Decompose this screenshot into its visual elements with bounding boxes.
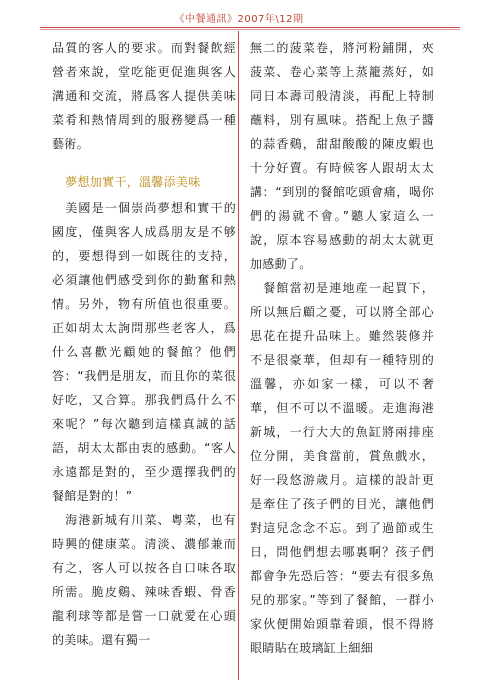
left-paragraph-3: 海港新城有川菜、粵菜，也有時興的健康菜。清淡、濃郁兼而有之，客人可以按各自口味各取所需。脆皮鷄、辣味香蝦、骨香龍利球等都是嘗一口就愛在心頭的美味。還有獨一 bbox=[52, 513, 236, 647]
column-divider bbox=[238, 31, 239, 680]
header-rule bbox=[40, 27, 460, 28]
left-paragraph-1: 品質的客人的要求。而對餐飲經營者來說，堂吃能更促進與客人溝通和交流，將爲客人提供美味菜肴和熱情周到的服務變爲一種藝術。 bbox=[52, 41, 236, 151]
right-paragraph-1: 無二的菠菜卷，將河粉鋪開，夾菠菜、卷心菜等上蒸籠蒸好，如同日本壽司般清淡，再配上特制蘸料，別有風味。搭配上魚子醬的蒜香鷄，甜甜酸酸的陳皮蝦也十分好賣。有時候客人跟胡太太講：“到別的餐館吃頭會痛，喝你們的湯就不會。”聽人家這么一說，原本容易感動的胡太太就更加感動了。 bbox=[250, 41, 434, 271]
left-paragraph-2: 美國是一個崇尚夢想和實干的國度，僅與客人成爲朋友是不够的，要想得到一如既往的支持，必須讓他們感受到你的勤奮和熱情。另外，物有所值也很重要。正如胡太太詢問那些老客人，爲什么喜歡光顧她的餐館？他們答：“我們是朋友，而且你的菜很好吃，又合算。那我們爲什么不來呢？”每次聽到這樣真誠的話語，胡太太都由衷的感動。“客人永遠都是對的，至少選擇我們的餐館是對的！” bbox=[52, 201, 236, 503]
left-column bbox=[52, 36, 236, 652]
right-paragraph-2: 餐館當初是連地産一起買下，所以無后顧之憂，可以將全部心思花在提升品味上。雖然裝修并不是很豪華，但却有一種特別的溫馨，亦如家一樣，可以不奢華，但不可以不溫暖。走進海港新城，一行大大的魚缸將兩排座位分開，美食當前，賞魚戲水，好一段悠游歲月。這樣的設計更是牽住了孩子們的目光，讓他們對這兒念念不忘。到了過節或生日，問他們想去哪裏啊？孩子們都會争先恐后答：“要去有很多魚兒的那家。”等到了餐館，一群小家伙便開始頭靠着頭，恨不得將眼睛貼在玻璃缸上細細 bbox=[250, 281, 434, 655]
right-column bbox=[250, 36, 434, 660]
running-header: 《中餐通訊》2007年\12期 bbox=[174, 14, 304, 25]
section-heading: 夢想加實干，溫馨添美味 bbox=[65, 175, 201, 189]
header-rule-secondary bbox=[40, 29, 460, 30]
